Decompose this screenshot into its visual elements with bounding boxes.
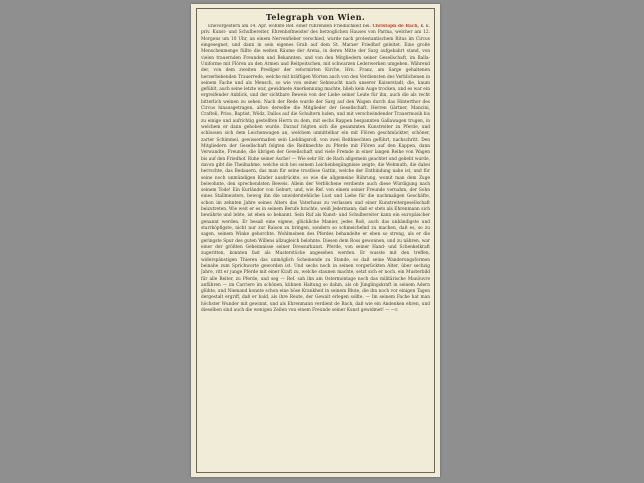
article-frame bbox=[196, 8, 435, 473]
article-headline: Telegraph von Wien. bbox=[265, 12, 366, 22]
article-intro: Ehevorgestern am 14. Apr. wohnte Ref. einer rührenden Friedlichkeit bei. bbox=[208, 24, 371, 29]
article-paragraph bbox=[201, 24, 430, 314]
article-text: k. k. priv. Kunst- und Schulbereiter, Ehrenhofmeister des herzoglichen Hauses von Parma, welcher am 12. Morgens um 10 Uhr, an einem Nervenfieber verschied, wurde nach protestantischem Ritus im Circus eingesegnet, und dann in sein eigenes Grab auf dem St. Marxer Friedhof geleitet. Eine große Menschenmenge füllte die weiten Räume der Arena, in deren Mitte der Sarg aufgebahrt stand, von vielen trauernden Freunden und Bekannten, und von den Mitgliedern seiner Gesellschaft, im Balla-Uniforme mit Flören an den Armen und Reitpeitschen, mit schwarzen Lederwerken umgeben. Während der, von dem zweiten Prediger der reformirten Kirche, Hrn. Franz, am Sarge gehaltenen herzerhebenden Trauerrede, welche mit kräftigen Worten auch von den Verdiensten des Verblichenen in seinem Fache und als Mensch, so wie von seiner Sehnsucht nach unserer Kaiserstadt, die, kaum gefühlt, auch seine letzte war, gewidmete Anerkennung machte, blieb kein Auge trocken, und es war ein ergreifender Anblick, und der sichtbare Beweis von der Liebe seiner Leute für ihn, auch die als recht bitterlich weinen zu sehen. Nach der Rede wurde der Sarg auf den Wagen durch das Hinterthor des Circus hinausgetragen, allwo derselbe die Mitglieder der Gesellschaft. Herren Gärtner, Mancini, Crafteli, Priso, Baptist, Wödz, Dallos auf die Schultern luden, und mit verschwindender Trauermusik bis zu einige und aufrichtig gestellten Herrn zu dem, mit sechs Rappen bespannten Gallawagen trugen, in welchem er dann gehoben wurde. Darauf folgten sich die gesammten Kunstreiter zu Pferde, und schlossen sich dem Leichenwagen an, welchem unmittelbar ein mit Flören geschmückter, schöner, zarter Schimmel, gewissermaßen sein Lieblingsroß, von zwei Reitknechten geführt, nachschritt. Den Mitgliedern der Gesellschaft folgten die Reitknechte zu Pferde mit Flören auf den Kappen, dann Verwandte, Freunde, die übrigen der Gesellschaft und viele Fremde in einer langen Reihe von Wagen bis auf den Friedhof. Ruhe seiner Asche! — Wie sehr Hr. de Bach allgemein geachtet und geliebt wurde, davon gibt die Theilnahme, welche sich bei seinem Leichenbegängnisse zeigte, die Wehmuth, die dabei herrschte, das Bedauern, das man für seine trostlose Gattin, welche der Entbindung nahe ist, und für seine noch unmündigen Kinder ausdrückte, so wie die allgemeine Rührung, womit man dem Zuge beiwohnte, den sprechendsten Beweis. Allein der Verblichene verdiente auch diese Würdigung nach seinem Tode! Ein Kurländer von Geburt, und, wie Ref. von einem seiner Freunde vernahm, der Sohn eines Stallmeisters, bewog ihn die unwiderstehliche Lust und Liebe für die nachmaligen Geschäfte, schon im zehnten Jahre seines Alters das Vaterhaus zu verlassen und einer Kunstreitergesellschaft beizutreten. Wie weit er es in seinem Berufe brachte, weiß Jedermann; daß er stets als Ehrenmann sich bewährte und lebte, ist eben so bekannt. Sein Ruf als Kunst- und Schulbereiter kann ein europäischer genannt werden. Er besaß eine eigene, glückliche Manier, jedes Roß, auch das unbändigste und starrköpfigste, nicht nur zur Raison zu bringen, sondern so schmeichelnd zu machen, daß es, so zu sagen, seinem Winke gehorchte. Wohlmeinen des Pferdes behandelte er eben so streng, als er die geringste Spur des guten Willens allzugleich belohnte. Diesen dem Ross gewonnen, und zu nähren, war einer der größten Geheimnisse seiner Dressurkunst. Pferde, von seiner Hand- und Schenkelkraft zugeritten, konnten fast als Musterstücke angesehen werden. Er wusste mit den treffen, widerspänstigen Thieren das unmöglich Scheinende zu Stande, so daß seine Wanderungsformen beinahe zum Sprichworte geworden ist. Und sechs noch in seinen vorgerückten Alter, über sechzig Jahre, ritt er junge Pferde mit einer Kraft zu, welche staunen machte, setzt sich er noch, ein Musterbild für alle Reiter, zu Pferde, und seg — Ref. sah ihn am Ostermontage noch das militärische Manöuvre anführen — im Carriere im schönen, kühnen Haltung so dahin, als ob Jünglingskraft in seinem Adern glühte, und Niemand konnte schon eine böse Krankheit in seinem Blute, die ihn noch vor einigen Tagen dergestalt ergriff, daß er bald, als ihre Reute, der Gewalt erlegen sollte. — Im seinem Fache hat man höchster Wunder mit gewinnt, und als Ehrenmann verdient de Bach, daß wie ein Andenken ehren, und dieselben sind auch die wenigen Zeilen von einem Freunde seiner Kunst gewidmet! — —r. bbox=[201, 24, 430, 314]
newspaper-clipping bbox=[191, 4, 440, 477]
highlighted-name: Christoph de Bach, bbox=[372, 24, 419, 29]
article-body bbox=[201, 24, 430, 469]
